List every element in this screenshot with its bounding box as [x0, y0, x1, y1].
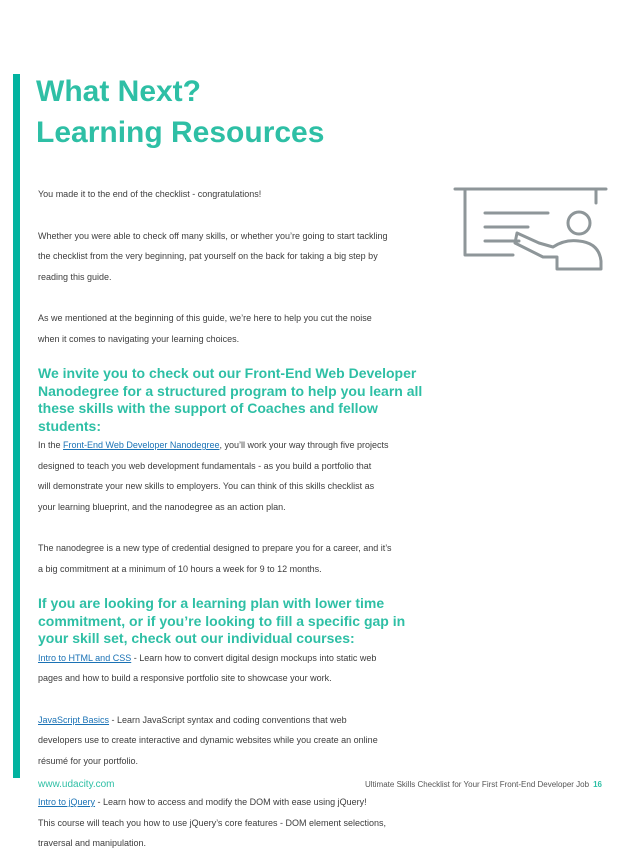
page-title: [36, 71, 324, 153]
javascript-desc-line-2: developers use to create interactive and dynamic websites while you create an online: [38, 735, 378, 745]
intro-p2-line-2: the checklist from the very beginning, pat yourself on the back for taking a big step by: [38, 251, 378, 261]
nanodegree-heading: [38, 365, 438, 435]
nanodegree-p1-line-4: your learning blueprint, and the nanodegree as an action plan.: [38, 501, 286, 512]
javascript-course-link[interactable]: JavaScript Basics: [38, 714, 110, 725]
accent-bar: [13, 74, 20, 778]
jquery-desc-line-1: - Learn how to access and modify the DOM with ease using jQuery!: [95, 797, 367, 807]
nanodegree-p1-suffix: , you’ll work your way through five projects: [219, 440, 389, 450]
footer-doc-title: Ultimate Skills Checklist for Your First Front-End Developer Job: [365, 780, 590, 789]
jquery-desc-line-2: This course will teach you how to use jQuery’s core features - DOM element selections,: [38, 817, 386, 828]
nanodegree-heading-line-3: these skills with the support of Coaches and fellow students:: [38, 400, 378, 434]
nanodegree-p1-line-3: will demonstrate your new skills to employers. You can think of this skills checklist as: [38, 481, 375, 491]
javascript-desc-line-3: résumé for your portfolio.: [38, 755, 139, 766]
intro-paragraph-3: [38, 308, 438, 349]
html-css-desc-line-1: - Learn how to convert digital design mockups into static web: [131, 652, 377, 663]
intro-p2-line-1: Whether you were able to check off many skills, or whether you’re going to start tackling: [38, 230, 388, 241]
main-content: [38, 184, 438, 854]
nanodegree-heading-line-1: We invite you to check out our Front-End Web Developer: [38, 365, 417, 381]
intro-paragraph-1: You made it to the end of the checklist - congratulations!: [38, 189, 262, 199]
nanodegree-link[interactable]: Front-End Web Developer Nanodegree: [63, 440, 220, 450]
html-css-course-link[interactable]: Intro to HTML and CSS: [38, 652, 132, 663]
courses-heading-line-1: If you are looking for a learning plan with lower time: [38, 595, 385, 611]
javascript-desc-line-1: - Learn JavaScript syntax and coding conventions that web: [109, 714, 347, 725]
title-line-1: What Next?: [36, 75, 201, 108]
course-jquery: [38, 792, 438, 854]
courses-heading: [38, 595, 438, 648]
course-html-css: [38, 648, 438, 689]
courses-heading-line-3: your skill set, check out our individual courses:: [38, 630, 355, 646]
html-css-desc-line-2: pages and how to build a responsive portfolio site to showcase your work.: [38, 673, 332, 683]
footer-doc-info: [365, 780, 602, 789]
jquery-course-link[interactable]: Intro to jQuery: [38, 797, 96, 807]
nanodegree-p2-line-2: a big commitment at a minimum of 10 hours a week for 9 to 12 months.: [38, 563, 322, 574]
nanodegree-paragraph-2: [38, 538, 438, 579]
courses-heading-line-2: commitment, or if you’re looking to fill a specific gap in: [38, 612, 406, 629]
course-javascript: [38, 710, 438, 772]
presentation-board-icon: [453, 183, 608, 273]
jquery-desc-line-3: traversal and manipulation.: [38, 838, 147, 848]
intro-p3-line-2: when it comes to navigating your learning choices.: [38, 333, 240, 344]
title-line-2: Learning Resources: [36, 116, 325, 149]
nanodegree-p1-prefix: In the: [38, 440, 64, 450]
nanodegree-heading-line-2: Nanodegree for a structured program to help you learn all: [38, 382, 423, 399]
intro-paragraph-2: [38, 226, 438, 288]
nanodegree-p2-line-1: The nanodegree is a new type of credential designed to prepare you for a career, and it’s: [38, 543, 392, 553]
nanodegree-paragraph-1: [38, 435, 438, 517]
footer-website-link[interactable]: www.udacity.com: [38, 779, 115, 790]
page-number: 16: [593, 780, 602, 789]
intro-p3-line-1: As we mentioned at the beginning of this guide, we’re here to help you cut the noise: [38, 313, 372, 323]
nanodegree-p1-line-2: designed to teach you web development fundamentals - as you build a portfolio that: [38, 460, 372, 471]
intro-p2-line-3: reading this guide.: [38, 271, 112, 282]
